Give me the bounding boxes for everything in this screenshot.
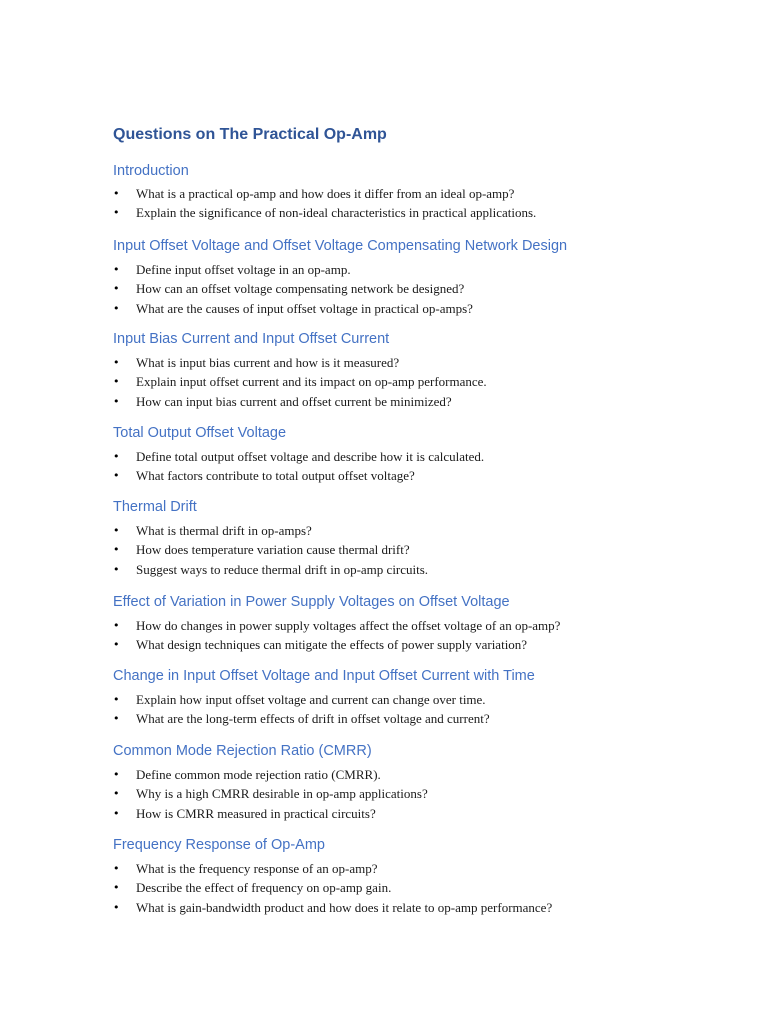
bullet-icon: •: [113, 375, 120, 389]
bullet-icon: •: [113, 543, 120, 557]
bullet-icon: •: [113, 469, 120, 483]
question-text: Define input offset voltage in an op-amp.: [136, 262, 351, 277]
question-text: Explain input offset current and its impact on op-amp performance.: [136, 374, 487, 390]
bullet-icon: •: [113, 787, 120, 801]
section-heading-frequency-response: Frequency Response of Op-Amp: [113, 837, 325, 853]
question-text: What is input bias current and how is it measured?: [136, 355, 400, 370]
bullet-icon: •: [113, 619, 120, 632]
bullet-icon: •: [113, 562, 120, 576]
question-text: What factors contribute to total output offset voltage?: [136, 468, 415, 484]
bullet-icon: •: [113, 862, 120, 875]
bullet-icon: •: [113, 187, 120, 200]
question-text: What are the long-term effects of drift in offset voltage and current?: [136, 711, 490, 727]
bullet-icon: •: [113, 356, 120, 369]
question-text: How is CMRR measured in practical circuits?: [136, 805, 376, 821]
question-text: How can an offset voltage compensating network be designed?: [136, 281, 465, 297]
question-text: What is a practical op-amp and how does it differ from an ideal op-amp?: [136, 186, 515, 201]
section-heading-thermal-drift: Thermal Drift: [113, 499, 197, 515]
section-heading-change-with-time: Change in Input Offset Voltage and Input Offset Current with Time: [113, 668, 535, 684]
question-text: What is thermal drift in op-amps?: [136, 523, 312, 538]
document-title: Questions on The Practical Op-Amp: [113, 126, 387, 143]
section-heading-total-output-offset: Total Output Offset Voltage: [113, 425, 287, 441]
question-text: Define common mode rejection ratio (CMRR).: [136, 767, 381, 782]
bullet-icon: •: [113, 206, 120, 220]
section-heading-introduction: Introduction: [113, 163, 189, 179]
bullet-icon: •: [113, 524, 120, 537]
question-text: How does temperature variation cause thermal drift?: [136, 542, 410, 558]
bullet-icon: •: [113, 301, 120, 315]
bullet-icon: •: [113, 900, 120, 914]
bullet-icon: •: [113, 712, 120, 726]
question-text: How can input bias current and offset current be minimized?: [136, 393, 452, 409]
question-text: Describe the effect of frequency on op-amp gain.: [136, 880, 392, 896]
bullet-icon: •: [113, 881, 120, 895]
bullet-icon: •: [113, 282, 120, 296]
question-text: What design techniques can mitigate the effects of power supply variation?: [136, 637, 528, 653]
question-text: Suggest ways to reduce thermal drift in op-amp circuits.: [136, 561, 429, 577]
section-heading-input-bias-current: Input Bias Current and Input Offset Current: [113, 331, 390, 347]
question-text: What is the frequency response of an op-amp?: [136, 861, 378, 876]
question-text: Explain the significance of non-ideal characteristics in practical applications.: [136, 205, 537, 221]
question-text: What is gain-bandwidth product and how does it relate to op-amp performance?: [136, 899, 553, 915]
section-heading-input-offset-voltage: Input Offset Voltage and Offset Voltage Compensating Network Design: [113, 238, 568, 254]
section-heading-power-supply-variation: Effect of Variation in Power Supply Voltages on Offset Voltage: [113, 594, 510, 610]
bullet-icon: •: [113, 450, 120, 463]
section-heading-cmrr: Common Mode Rejection Ratio (CMRR): [113, 743, 372, 759]
bullet-icon: •: [113, 806, 120, 820]
bullet-icon: •: [113, 263, 120, 276]
bullet-icon: •: [113, 693, 120, 706]
bullet-icon: •: [113, 768, 120, 781]
question-text: Define total output offset voltage and describe how it is calculated.: [136, 449, 485, 464]
question-text: How do changes in power supply voltages affect the offset voltage of an op-amp?: [136, 618, 561, 633]
bullet-icon: •: [113, 638, 120, 652]
question-text: What are the causes of input offset voltage in practical op-amps?: [136, 300, 473, 316]
bullet-icon: •: [113, 394, 120, 408]
question-text: Explain how input offset voltage and current can change over time.: [136, 692, 486, 707]
question-text: Why is a high CMRR desirable in op-amp applications?: [136, 786, 428, 802]
